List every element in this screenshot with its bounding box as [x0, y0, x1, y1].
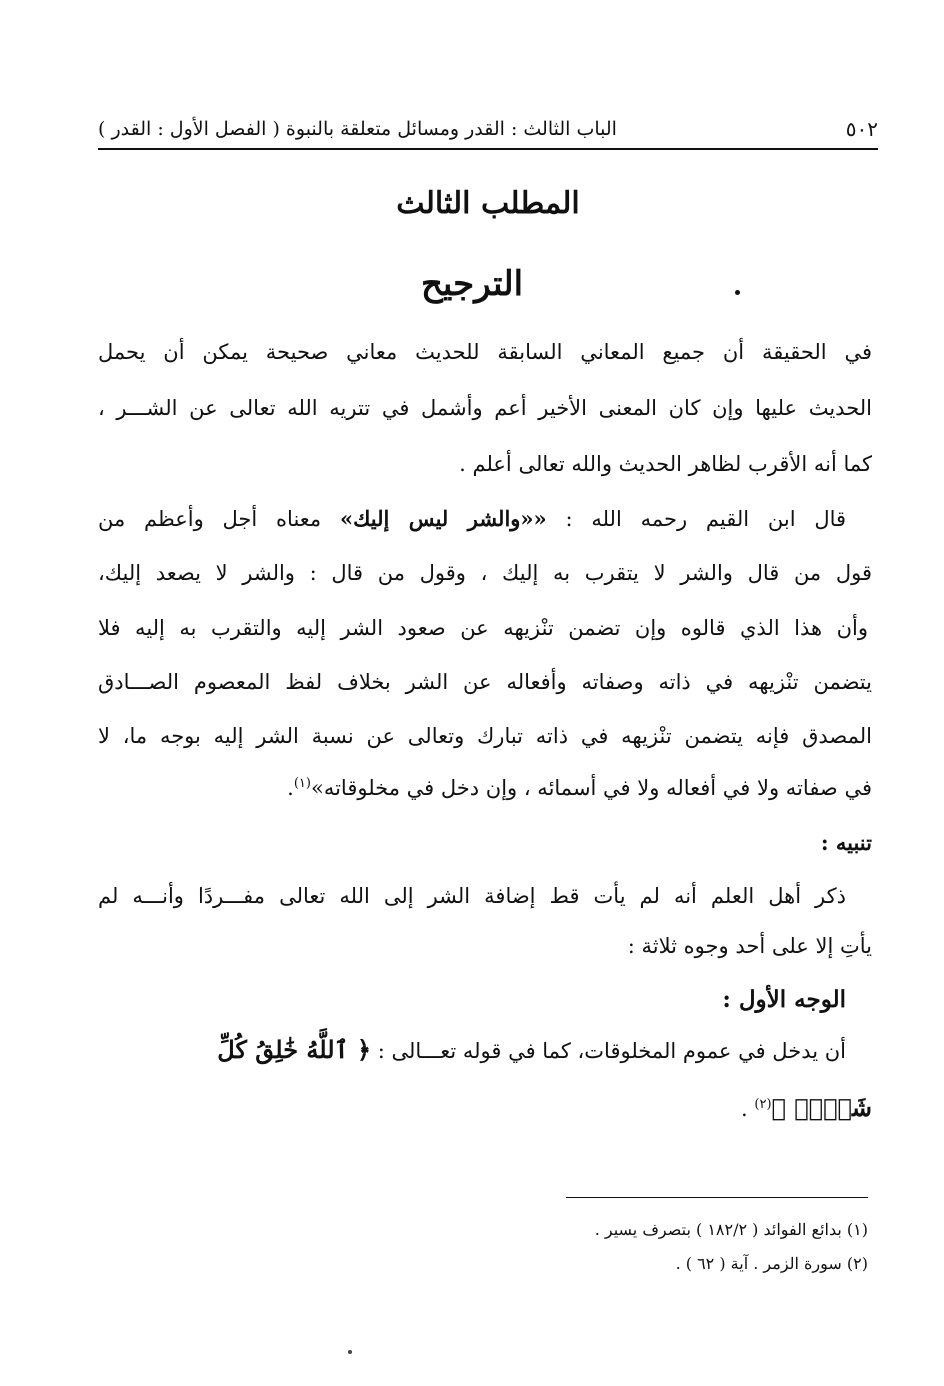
sentence-end: . — [741, 1097, 755, 1121]
ayah-intro: أن يدخل في عموم المخلوقات، كما في قوله تعـــالى : — [371, 1039, 846, 1063]
header-divider — [98, 148, 878, 150]
note-label: تنبيه : — [820, 830, 872, 855]
scan-speck — [348, 1350, 352, 1354]
quran-verse: ﴿ ٱللَّهُ خَٰلِقُ كُلِّ — [217, 1035, 372, 1064]
paragraph-line: قول من قال والشر لا يتقرب به إليك ، وقول من قال : والشر لا يصعد إليك، — [98, 561, 872, 585]
paragraph-line: ذكر أهل العلم أنه لم يأت قط إضافة الشر إلى الله تعالى مفـــردًا وأنـــه لم — [98, 884, 846, 908]
quote-end: في صفاته ولا في أفعاله ولا في أسمائه ، وإن دخل في مخلوقاته» — [310, 776, 872, 800]
paragraph-line — [741, 1094, 872, 1123]
paragraph-line — [217, 1036, 846, 1065]
quote-intro: قال ابن القيم رحمه الله : — [546, 507, 847, 531]
sentence-end: . — [287, 776, 294, 800]
footnote-divider — [566, 1197, 868, 1198]
footnote-ref: (٢) — [754, 1097, 772, 1112]
footnote-ref: (١) — [293, 776, 311, 791]
paragraph-line: الحديث عليها وإن كان المعنى الأخير أعم وأشمل في تتريه الله تعالى عن الشـــر ، — [98, 396, 872, 420]
quote-continuation: معناه أجل وأعظم من — [98, 507, 340, 531]
page-number: ٥٠٢ — [845, 117, 878, 141]
paragraph-line: يأتِ إلا على أحد وجوه ثلاثة : — [627, 934, 872, 958]
paragraph-line: كما أنه الأقرب لظاهر الحديث والله تعالى أعلم . — [459, 452, 872, 476]
title-heading: الترجيح — [420, 264, 524, 304]
paragraph-line: يتضمن تنْزيهه في ذاته وصفاته وأفعاله عن الشر بخلاف لفظ المعصوم الصـــادق — [98, 670, 872, 694]
paragraph-line: في الحقيقة أن جميع المعاني السابقة للحديث معاني صحيحة يمكن أن يحمل — [98, 340, 872, 364]
footnote: (٢) سورة الزمر . آية ( ٦٢ ) . — [675, 1254, 868, 1273]
paragraph-line — [98, 506, 846, 532]
stray-dot — [735, 290, 740, 295]
running-header — [98, 112, 878, 146]
subheading: الوجه الأول : — [722, 986, 846, 1013]
header-title: الباب الثالث : القدر ومسائل متعلقة بالنبوة ( الفصل الأول : القدر ) — [98, 118, 617, 140]
quran-verse-continuation: شَيۡءٖ ﴾ — [771, 1093, 872, 1122]
paragraph-line: وأن هذا الذي قالوه وإن تضمن تنْزيهه عن صعود الشر إليه والتقرب به إليه فلا — [98, 616, 868, 640]
paragraph-line — [287, 776, 872, 801]
paragraph-line: المصدق فإنه يتضمن تنْزيهه في ذاته تبارك وتعالى عن نسبة الشر إليه بوجه ما، لا — [98, 724, 872, 748]
quoted-hadith: ««والشر ليس إليك» — [339, 506, 547, 531]
footnote: (١) بدائع الفوائد ( ١٨٢/٢ ) بتصرف يسير . — [594, 1220, 868, 1239]
section-heading: المطلب الثالث — [396, 186, 580, 221]
